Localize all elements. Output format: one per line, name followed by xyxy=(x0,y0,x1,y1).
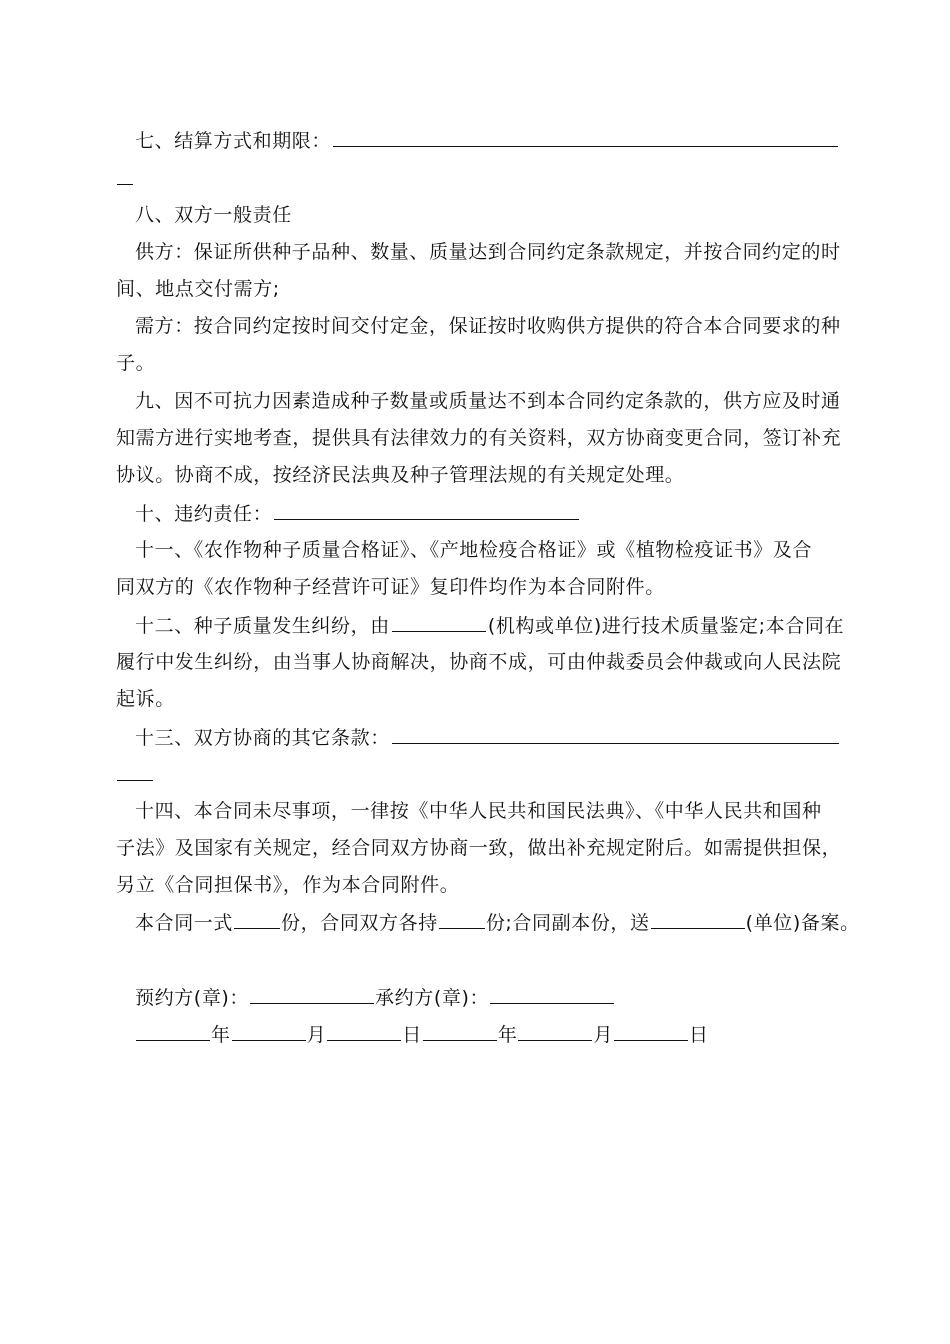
party-a-year-label: 年 xyxy=(211,1024,231,1046)
clause-14-line3: 另立《合同担保书》，作为本合同附件。 xyxy=(116,874,460,896)
clause-8-buyer-line2: 子。 xyxy=(116,352,156,374)
clause-8-buyer-line1: 需方：按合同约定按时间交付定金，保证按时收购供方提供的符合本合同要求的种 xyxy=(135,315,841,337)
clause-11-line2: 同双方的《农作物种子经营许可证》复印件均作为本合同附件。 xyxy=(116,576,665,598)
clause-12-text-b: (机构或单位)进行技术质量鉴定;本合同在 xyxy=(487,615,845,637)
clause-13-label: 十三、双方协商的其它条款： xyxy=(135,727,390,749)
clause-12-blank[interactable] xyxy=(392,613,486,632)
party-a-month-label: 月 xyxy=(306,1024,327,1046)
clause-9-line2: 知需方进行实地考查，提供具有法律效力的有关资料，双方协商变更合同，签订补充 xyxy=(116,427,842,449)
clause-12-line3: 起诉。 xyxy=(116,688,175,710)
copies-each-blank[interactable] xyxy=(439,910,485,929)
clause-7-blank[interactable] xyxy=(333,128,838,147)
copies-line xyxy=(135,910,860,935)
copies-text-b: 份，合同双方各持 xyxy=(281,912,438,934)
copies-total-blank[interactable] xyxy=(234,910,280,929)
clause-12-text-a: 十二、种子质量发生纠纷，由 xyxy=(135,615,390,637)
clause-11-line1: 十一、《农作物种子质量合格证》、《产地检疫合格证》或《植物检疫证书》及合 xyxy=(135,539,813,561)
clause-7 xyxy=(135,128,840,153)
party-b-year-blank[interactable] xyxy=(423,1022,497,1041)
party-b-month-label: 月 xyxy=(593,1024,614,1046)
clause-10-blank[interactable] xyxy=(274,501,579,520)
clause-14-line2: 子法》及国家有关规定，经合同双方协商一致，做出补充规定附后。如需提供担保， xyxy=(116,837,842,859)
clause-7-blank-cont[interactable] xyxy=(117,166,133,185)
party-b-label: 承约方(章)： xyxy=(375,987,490,1009)
party-a-blank[interactable] xyxy=(250,985,374,1004)
clause-12-line1 xyxy=(135,613,844,638)
clause-13 xyxy=(135,725,841,750)
party-a-day-blank[interactable] xyxy=(327,1022,401,1041)
copies-text-a: 本合同一式 xyxy=(135,912,234,934)
party-b-year-label: 年 xyxy=(497,1024,518,1046)
clause-9-line3: 协议。协商不成，按经济民法典及种子管理法规的有关规定处理。 xyxy=(116,464,685,486)
clause-8-supplier-line1: 供方：保证所供种子品种、数量、质量达到合同约定条款规定，并按合同约定的时 xyxy=(135,241,841,263)
clause-10-label: 十、违约责任： xyxy=(135,503,273,525)
party-b-blank[interactable] xyxy=(490,985,614,1004)
party-a-year-blank[interactable] xyxy=(136,1022,210,1041)
copies-text-c: 份;合同副本份，送 xyxy=(485,912,650,934)
party-a-day-label: 日 xyxy=(402,1024,422,1046)
party-b-month-blank[interactable] xyxy=(518,1022,592,1041)
clause-13-continuation xyxy=(116,762,154,787)
clause-9-line1: 九、因不可抗力因素造成种子数量或质量达不到本合同约定条款的，供方应及时通 xyxy=(135,390,841,412)
clause-7-label: 七、结算方式和期限： xyxy=(135,130,332,152)
clause-12-line2: 履行中发生纠纷，由当事人协商解决，协商不成，可由仲裁委员会仲裁或向人民法院 xyxy=(116,651,842,673)
party-b-day-label: 日 xyxy=(689,1024,709,1046)
party-a-label: 预约方(章)： xyxy=(135,987,250,1009)
party-b-day-blank[interactable] xyxy=(614,1022,688,1041)
copies-text-d: (单位)备案。 xyxy=(745,912,860,934)
party-a-month-blank[interactable] xyxy=(232,1022,306,1041)
copies-unit-blank[interactable] xyxy=(651,910,745,929)
signature-parties xyxy=(135,985,615,1010)
signature-dates xyxy=(135,1022,709,1047)
clause-13-blank[interactable] xyxy=(392,725,839,744)
clause-13-blank-cont[interactable] xyxy=(117,762,153,781)
clause-10 xyxy=(135,501,581,526)
clause-8-title: 八、双方一般责任 xyxy=(135,204,292,226)
clause-7-continuation xyxy=(116,166,134,191)
clause-14-line1: 十四、本合同未尽事项，一律按《中华人民共和国民法典》、《中华人民共和国种 xyxy=(135,800,822,822)
clause-8-supplier-line2: 间、地点交付需方; xyxy=(116,278,280,300)
